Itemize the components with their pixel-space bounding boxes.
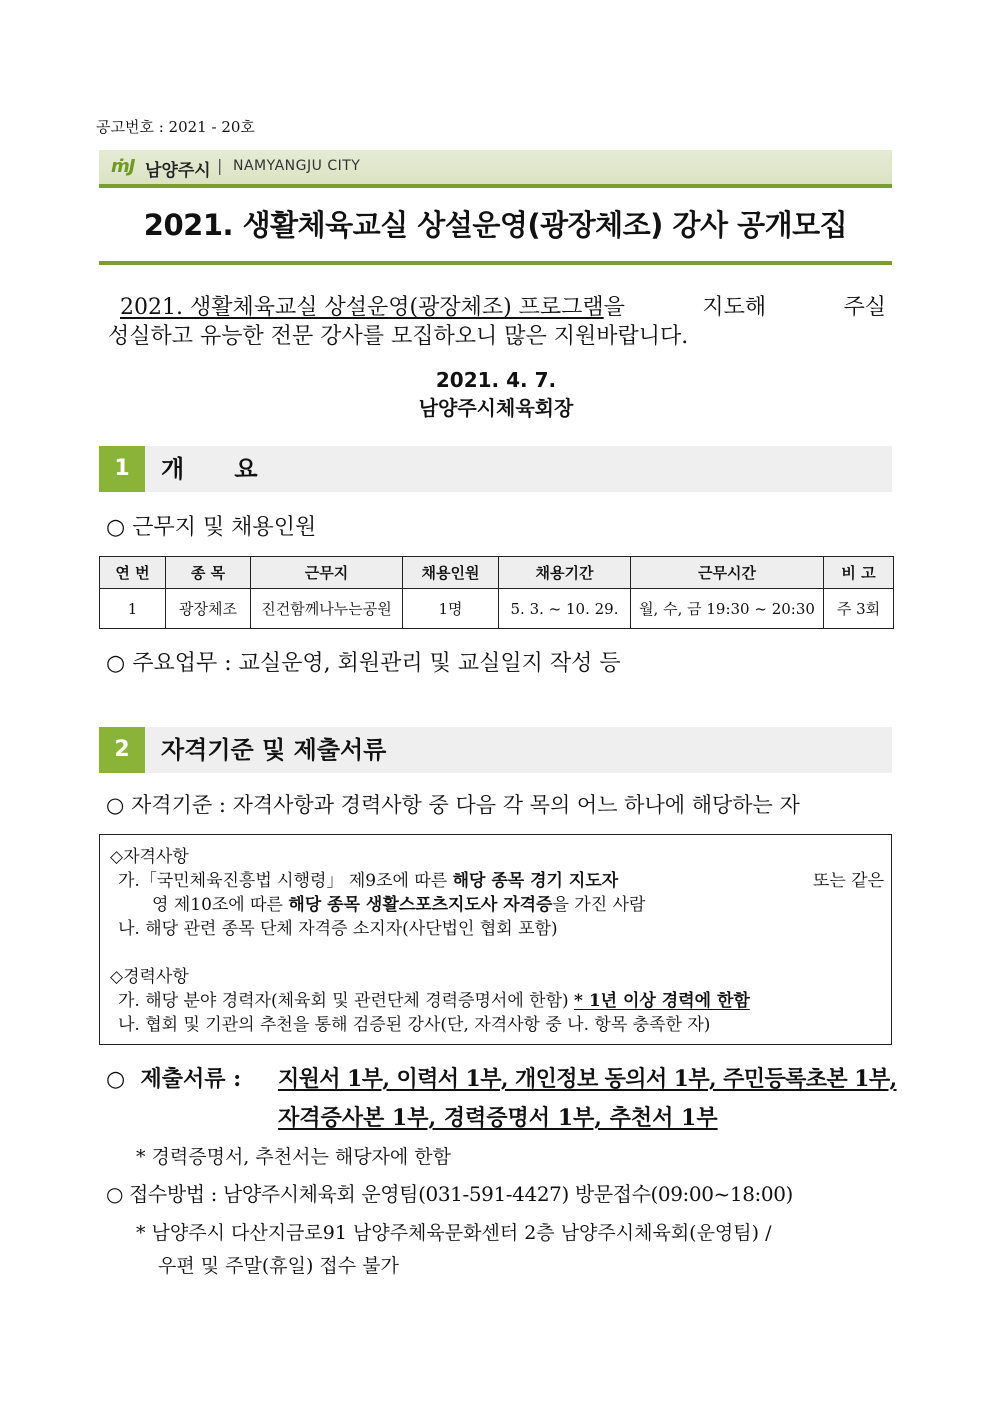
qualification-emphasis: 해당 종목 경기 지도자: [452, 871, 619, 891]
qualification-text: 을 가진 사람: [552, 895, 646, 915]
reception-method: ○ 접수방법 : 남양주시체육회 운영팀(031-591-4427) 방문접수(09:00~18:00): [106, 1182, 793, 1206]
qualification-emphasis: 해당 종목 생활스포츠지도사 자격증: [288, 895, 553, 915]
workplace-heading: ○ 근무지 및 채용인원: [106, 515, 317, 540]
city-logo-icon: ṁJ: [111, 156, 135, 177]
table-cell: 진건함께나누는공원: [251, 589, 403, 629]
announcement-date: 2021. 4. 7.: [435, 368, 557, 392]
intro-line-2: 성실하고 유능한 전문 강사를 모집하오니 많은 지원바랍니다.: [108, 324, 689, 349]
career-item-a: [118, 989, 750, 1013]
career-item-b: 나. 협회 및 기관의 추천을 통해 검증된 강사(단, 자격사항 중 나. 항목 충족한 자): [118, 1015, 711, 1035]
qualification-item-b: 나. 해당 관련 종목 단체 자격증 소지자(사단법인 협회 포함): [118, 919, 558, 939]
section-2-header: [99, 727, 892, 773]
intro-word: 주실: [843, 295, 886, 320]
reception-note-line-2: 우편 및 주말(휴일) 접수 불가: [158, 1255, 399, 1277]
table-header-row: [100, 557, 894, 589]
logo-city-name: 남양주시: [145, 161, 211, 181]
table-cell: 1: [100, 589, 166, 629]
qualification-text: 또는 같은: [812, 871, 884, 891]
section-number: 2: [99, 727, 145, 773]
section-number: 1: [99, 446, 145, 492]
table-cell: 월, 수, 금 19:30 ~ 20:30: [631, 589, 824, 629]
table-cell: 5. 3. ~ 10. 29.: [499, 589, 631, 629]
documents-note: * 경력증명서, 추천서는 해당자에 한함: [136, 1146, 452, 1168]
qualification-title: ◇자격사항: [110, 847, 189, 867]
table-row: [100, 589, 894, 629]
column-header: 채용기간: [499, 557, 631, 589]
qualification-item-a-continued: [152, 893, 645, 917]
section-title: 자격기준 및 제출서류: [161, 736, 387, 764]
column-header: 채용인원: [403, 557, 499, 589]
table-cell: 광장체조: [166, 589, 251, 629]
documents-list-line-1: 지원서 1부, 이력서 1부, 개인정보 동의서 1부, 주민등록초본 1부,: [278, 1066, 897, 1092]
main-duties: ○ 주요업무 : 교실운영, 회원관리 및 교실일지 작성 등: [106, 651, 621, 676]
column-header: 종 목: [166, 557, 251, 589]
title-divider: [99, 261, 892, 265]
intro-paragraph: [108, 293, 886, 351]
reception-note-line-1: * 남양주시 다산지금로91 남양주체육문화센터 2층 남양주시체육회(운영팀) /: [136, 1222, 772, 1244]
logo-separator: |: [217, 156, 223, 175]
qualification-box: [99, 834, 892, 1045]
table-cell: 주 3회: [824, 589, 894, 629]
column-header: 근무시간: [631, 557, 824, 589]
logo-english-name: NAMYANGJU CITY: [233, 158, 361, 174]
column-header: 연 번: [100, 557, 166, 589]
intro-word: 지도해: [702, 295, 767, 320]
section-title: 개 요: [161, 455, 258, 483]
career-text: 가. 해당 분야 경력자(체육회 및 관련단체 경력증명서에 한함): [118, 991, 575, 1011]
page-title: 2021. 생활체육교실 상설운영(광장체조) 강사 공개모집: [143, 208, 848, 242]
criteria-heading: ○ 자격기준 : 자격사항과 경력사항 중 다음 각 목의 어느 하나에 해당하는 자: [106, 793, 800, 817]
column-header: 근무지: [251, 557, 403, 589]
career-title: ◇경력사항: [110, 967, 189, 987]
qualification-text: 영 제10조에 따른: [152, 895, 289, 915]
documents-label: ○ 제출서류 :: [106, 1066, 242, 1092]
career-emphasis: * 1년 이상 경력에 한함: [574, 991, 750, 1011]
organization-name: 남양주시체육회장: [418, 396, 574, 420]
column-header: 비 고: [824, 557, 894, 589]
staffing-table: [99, 556, 894, 629]
logo-bar: [99, 150, 892, 188]
intro-line-1: [108, 293, 886, 322]
notice-number: 공고번호 : 2021 - 20호: [96, 118, 255, 136]
documents-list-line-2: 자격증사본 1부, 경력증명서 1부, 추천서 1부: [278, 1105, 718, 1131]
section-1-header: [99, 446, 892, 492]
qualification-text: 가.「국민체육진흥법 시행령」 제9조에 따른: [118, 871, 453, 891]
intro-word: 을: [603, 295, 625, 320]
intro-program-name: 2021. 생활체육교실 상설운영(광장체조) 프로그램: [120, 295, 604, 320]
qualification-item-a: [118, 869, 884, 893]
table-cell: 1명: [403, 589, 499, 629]
